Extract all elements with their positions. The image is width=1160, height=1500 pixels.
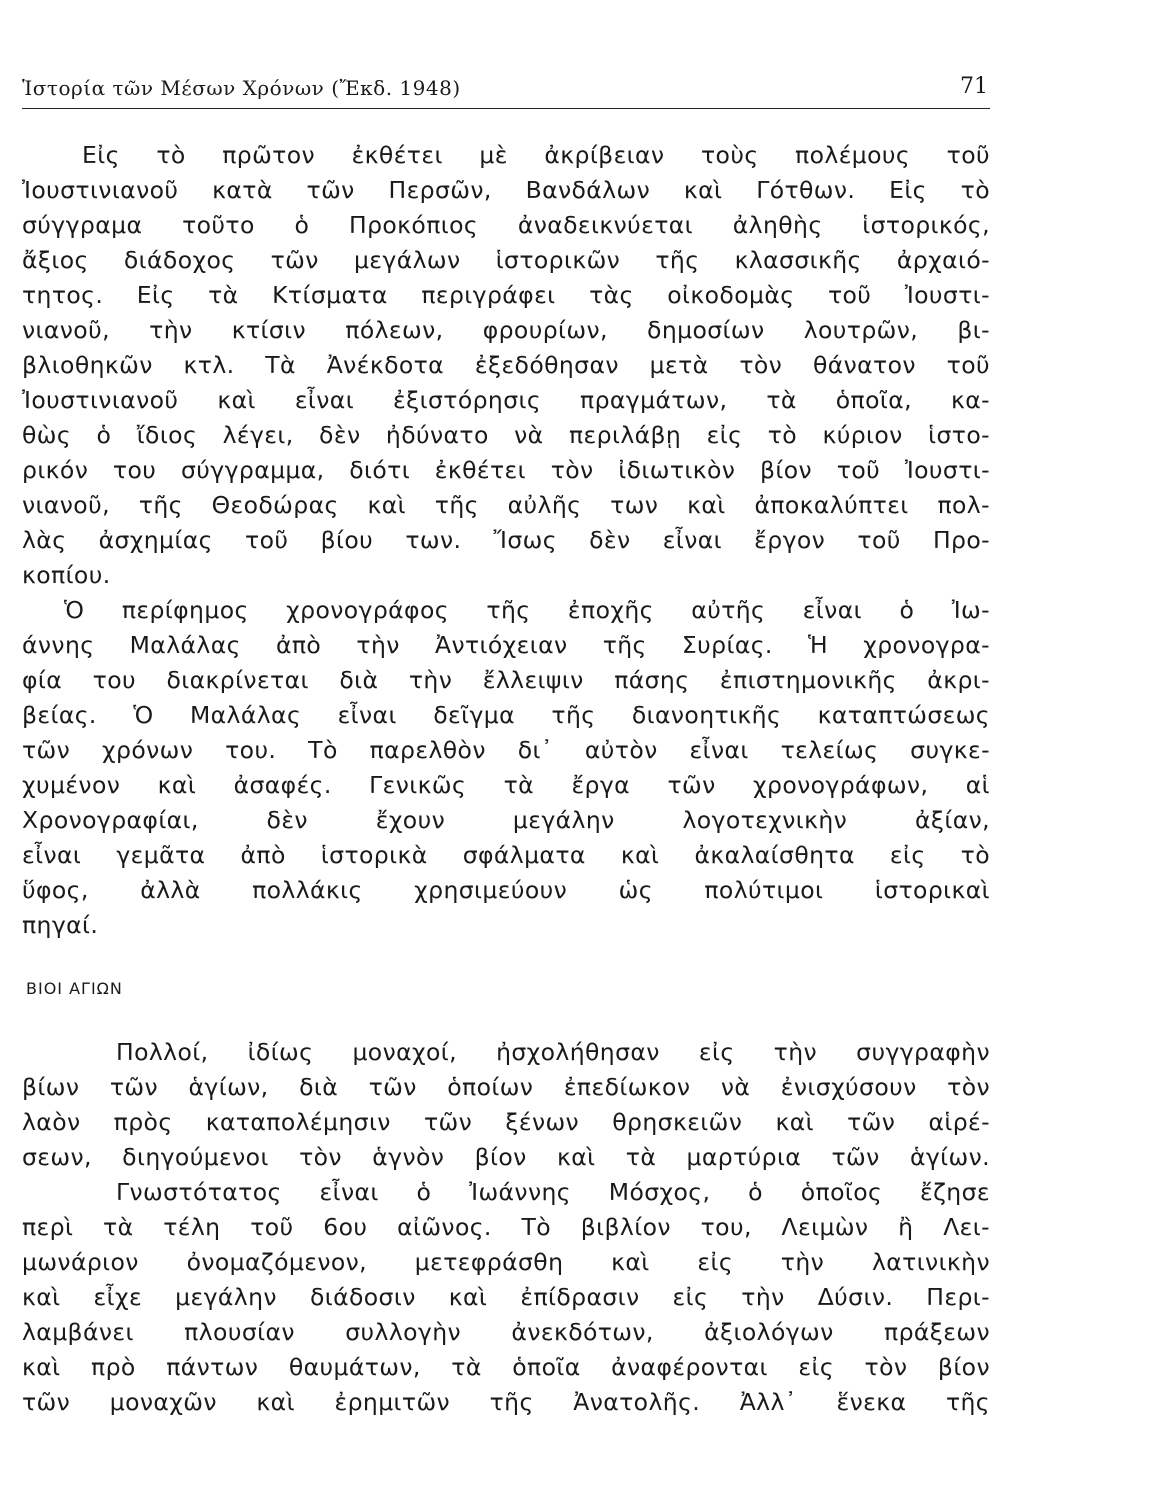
text-line: Γνωστότατος εἶναι ὁ Ἰωάννης Μόσχος, ὁ ὁποῖος ἔζησε bbox=[116, 1178, 990, 1206]
text-line: ἄξιος διάδοχος τῶν μεγάλων ἱστορικῶν τῆς κλασσικῆς ἀρχαιό- bbox=[22, 246, 990, 274]
body-text bbox=[22, 138, 990, 1420]
text-line: άννης Μαλάλας ἀπὸ τὴν Ἀντιόχειαν τῆς Συρίας. Ἡ χρονογρα- bbox=[22, 631, 990, 659]
text-line: τητος. Εἰς τὰ Κτίσματα περιγράφει τὰς οἰκοδομὰς τοῦ Ἰουστι- bbox=[22, 281, 990, 309]
text-line: σεων, διηγούμενοι τὸν ἁγνὸν βίον καὶ τὰ μαρτύρια τῶν ἁγίων. bbox=[22, 1143, 990, 1171]
paragraph-procopius bbox=[22, 138, 990, 593]
text-line: ρικόν του σύγγραμμα, διότι ἐκθέτει τὸν ἰδιωτικὸν βίον τοῦ Ἰουστι- bbox=[22, 456, 990, 484]
text-line: Ἰουστινιανοῦ καὶ εἶναι ἐξιστόρησις πραγμάτων, τὰ ὁποῖα, κα- bbox=[22, 386, 990, 414]
text-line: λαὸν πρὸς καταπολέμησιν τῶν ξένων θρησκειῶν καὶ τῶν αἱρέ- bbox=[22, 1108, 990, 1136]
paragraph-moschos bbox=[22, 1175, 990, 1420]
running-title: Ἱστορία τῶν Μέσων Χρόνων (Ἔκδ. 1948) bbox=[22, 76, 461, 100]
paragraph-malalas bbox=[22, 593, 990, 943]
section-heading: ΒΙΟΙ ΑΓΙΩΝ bbox=[26, 979, 123, 998]
text-line: λαμβάνει πλουσίαν συλλογὴν ἀνεκδότων, ἀξιολόγων πράξεων bbox=[22, 1318, 990, 1346]
running-header bbox=[22, 68, 990, 109]
text-line: εἶναι γεμᾶτα ἀπὸ ἱστορικὰ σφάλματα καὶ ἀκαλαίσθητα εἰς τὸ bbox=[22, 841, 990, 869]
page-number: 71 bbox=[960, 74, 988, 99]
text-line: Ἰουστινιανοῦ κατὰ τῶν Περσῶν, Βανδάλων καὶ Γότθων. Εἰς τὸ bbox=[22, 176, 990, 204]
text-line: θὼς ὁ ἴδιος λέγει, δὲν ἠδύνατο νὰ περιλάβῃ εἰς τὸ κύριον ἱστο- bbox=[22, 421, 990, 449]
text-line: τῶν χρόνων του. Τὸ παρελθὸν δι᾽ αὐτὸν εἶναι τελείως συγκε- bbox=[22, 736, 990, 764]
text-line: καὶ πρὸ πάντων θαυμάτων, τὰ ὁποῖα ἀναφέρονται εἰς τὸν βίον bbox=[22, 1353, 990, 1381]
text-line: κοπίου. bbox=[22, 561, 111, 589]
text-line: φία του διακρίνεται διὰ τὴν ἔλλειψιν πάσης ἐπιστημονικῆς ἀκρι- bbox=[22, 666, 990, 694]
text-line: περὶ τὰ τέλη τοῦ 6ου αἰῶνος. Τὸ βιβλίον του, Λειμὼν ἢ Λει- bbox=[22, 1213, 990, 1241]
text-line: πηγαί. bbox=[22, 911, 99, 939]
text-line: Πολλοί, ἰδίως μοναχοί, ἠσχολήθησαν εἰς τὴν συγγραφὴν bbox=[116, 1038, 990, 1066]
text-line: μωνάριον ὀνομαζόμενον, μετεφράσθη καὶ εἰς τὴν λατινικὴν bbox=[22, 1248, 990, 1276]
text-line: βείας. Ὁ Μαλάλας εἶναι δεῖγμα τῆς διανοητικῆς καταπτώσεως bbox=[22, 701, 990, 729]
text-line: Χρονογραφίαι, δὲν ἔχουν μεγάλην λογοτεχνικὴν ἀξίαν, bbox=[22, 806, 990, 834]
text-line: λὰς ἀσχημίας τοῦ βίου των. Ἴσως δὲν εἶναι ἔργον τοῦ Προ- bbox=[22, 526, 990, 554]
text-line: Ὁ περίφημος χρονογράφος τῆς ἐποχῆς αὐτῆς εἶναι ὁ Ἰω- bbox=[64, 596, 990, 624]
paragraph-lives-of-saints bbox=[22, 1035, 990, 1175]
text-line: νιανοῦ, τῆς Θεοδώρας καὶ τῆς αὐλῆς των καὶ ἀποκαλύπτει πολ- bbox=[22, 491, 990, 519]
text-line: καὶ εἶχε μεγάλην διάδοσιν καὶ ἐπίδρασιν εἰς τὴν Δύσιν. Περι- bbox=[22, 1283, 990, 1311]
text-line: χυμένον καὶ ἀσαφές. Γενικῶς τὰ ἔργα τῶν χρονογράφων, αἱ bbox=[22, 771, 990, 799]
text-line: βίων τῶν ἁγίων, διὰ τῶν ὁποίων ἐπεδίωκον νὰ ἐνισχύσουν τὸν bbox=[22, 1073, 990, 1101]
text-line: σύγγραμα τοῦτο ὁ Προκόπιος ἀναδεικνύεται ἀληθὴς ἱστορικός, bbox=[22, 211, 990, 239]
text-line: νιανοῦ, τὴν κτίσιν πόλεων, φρουρίων, δημοσίων λουτρῶν, βι- bbox=[22, 316, 990, 344]
text-line: ὕφος, ἀλλὰ πολλάκις χρησιμεύουν ὡς πολύτιμοι ἱστορικαὶ bbox=[22, 876, 990, 904]
text-line: βλιοθηκῶν κτλ. Τὰ Ἀνέκδοτα ἐξεδόθησαν μετὰ τὸν θάνατον τοῦ bbox=[22, 351, 990, 379]
text-line: Εἰς τὸ πρῶτον ἐκθέτει μὲ ἀκρίβειαν τοὺς πολέμους τοῦ bbox=[82, 141, 990, 169]
text-line: τῶν μοναχῶν καὶ ἐρημιτῶν τῆς Ἀνατολῆς. Ἀλλ᾽ ἕνεκα τῆς bbox=[22, 1388, 990, 1416]
